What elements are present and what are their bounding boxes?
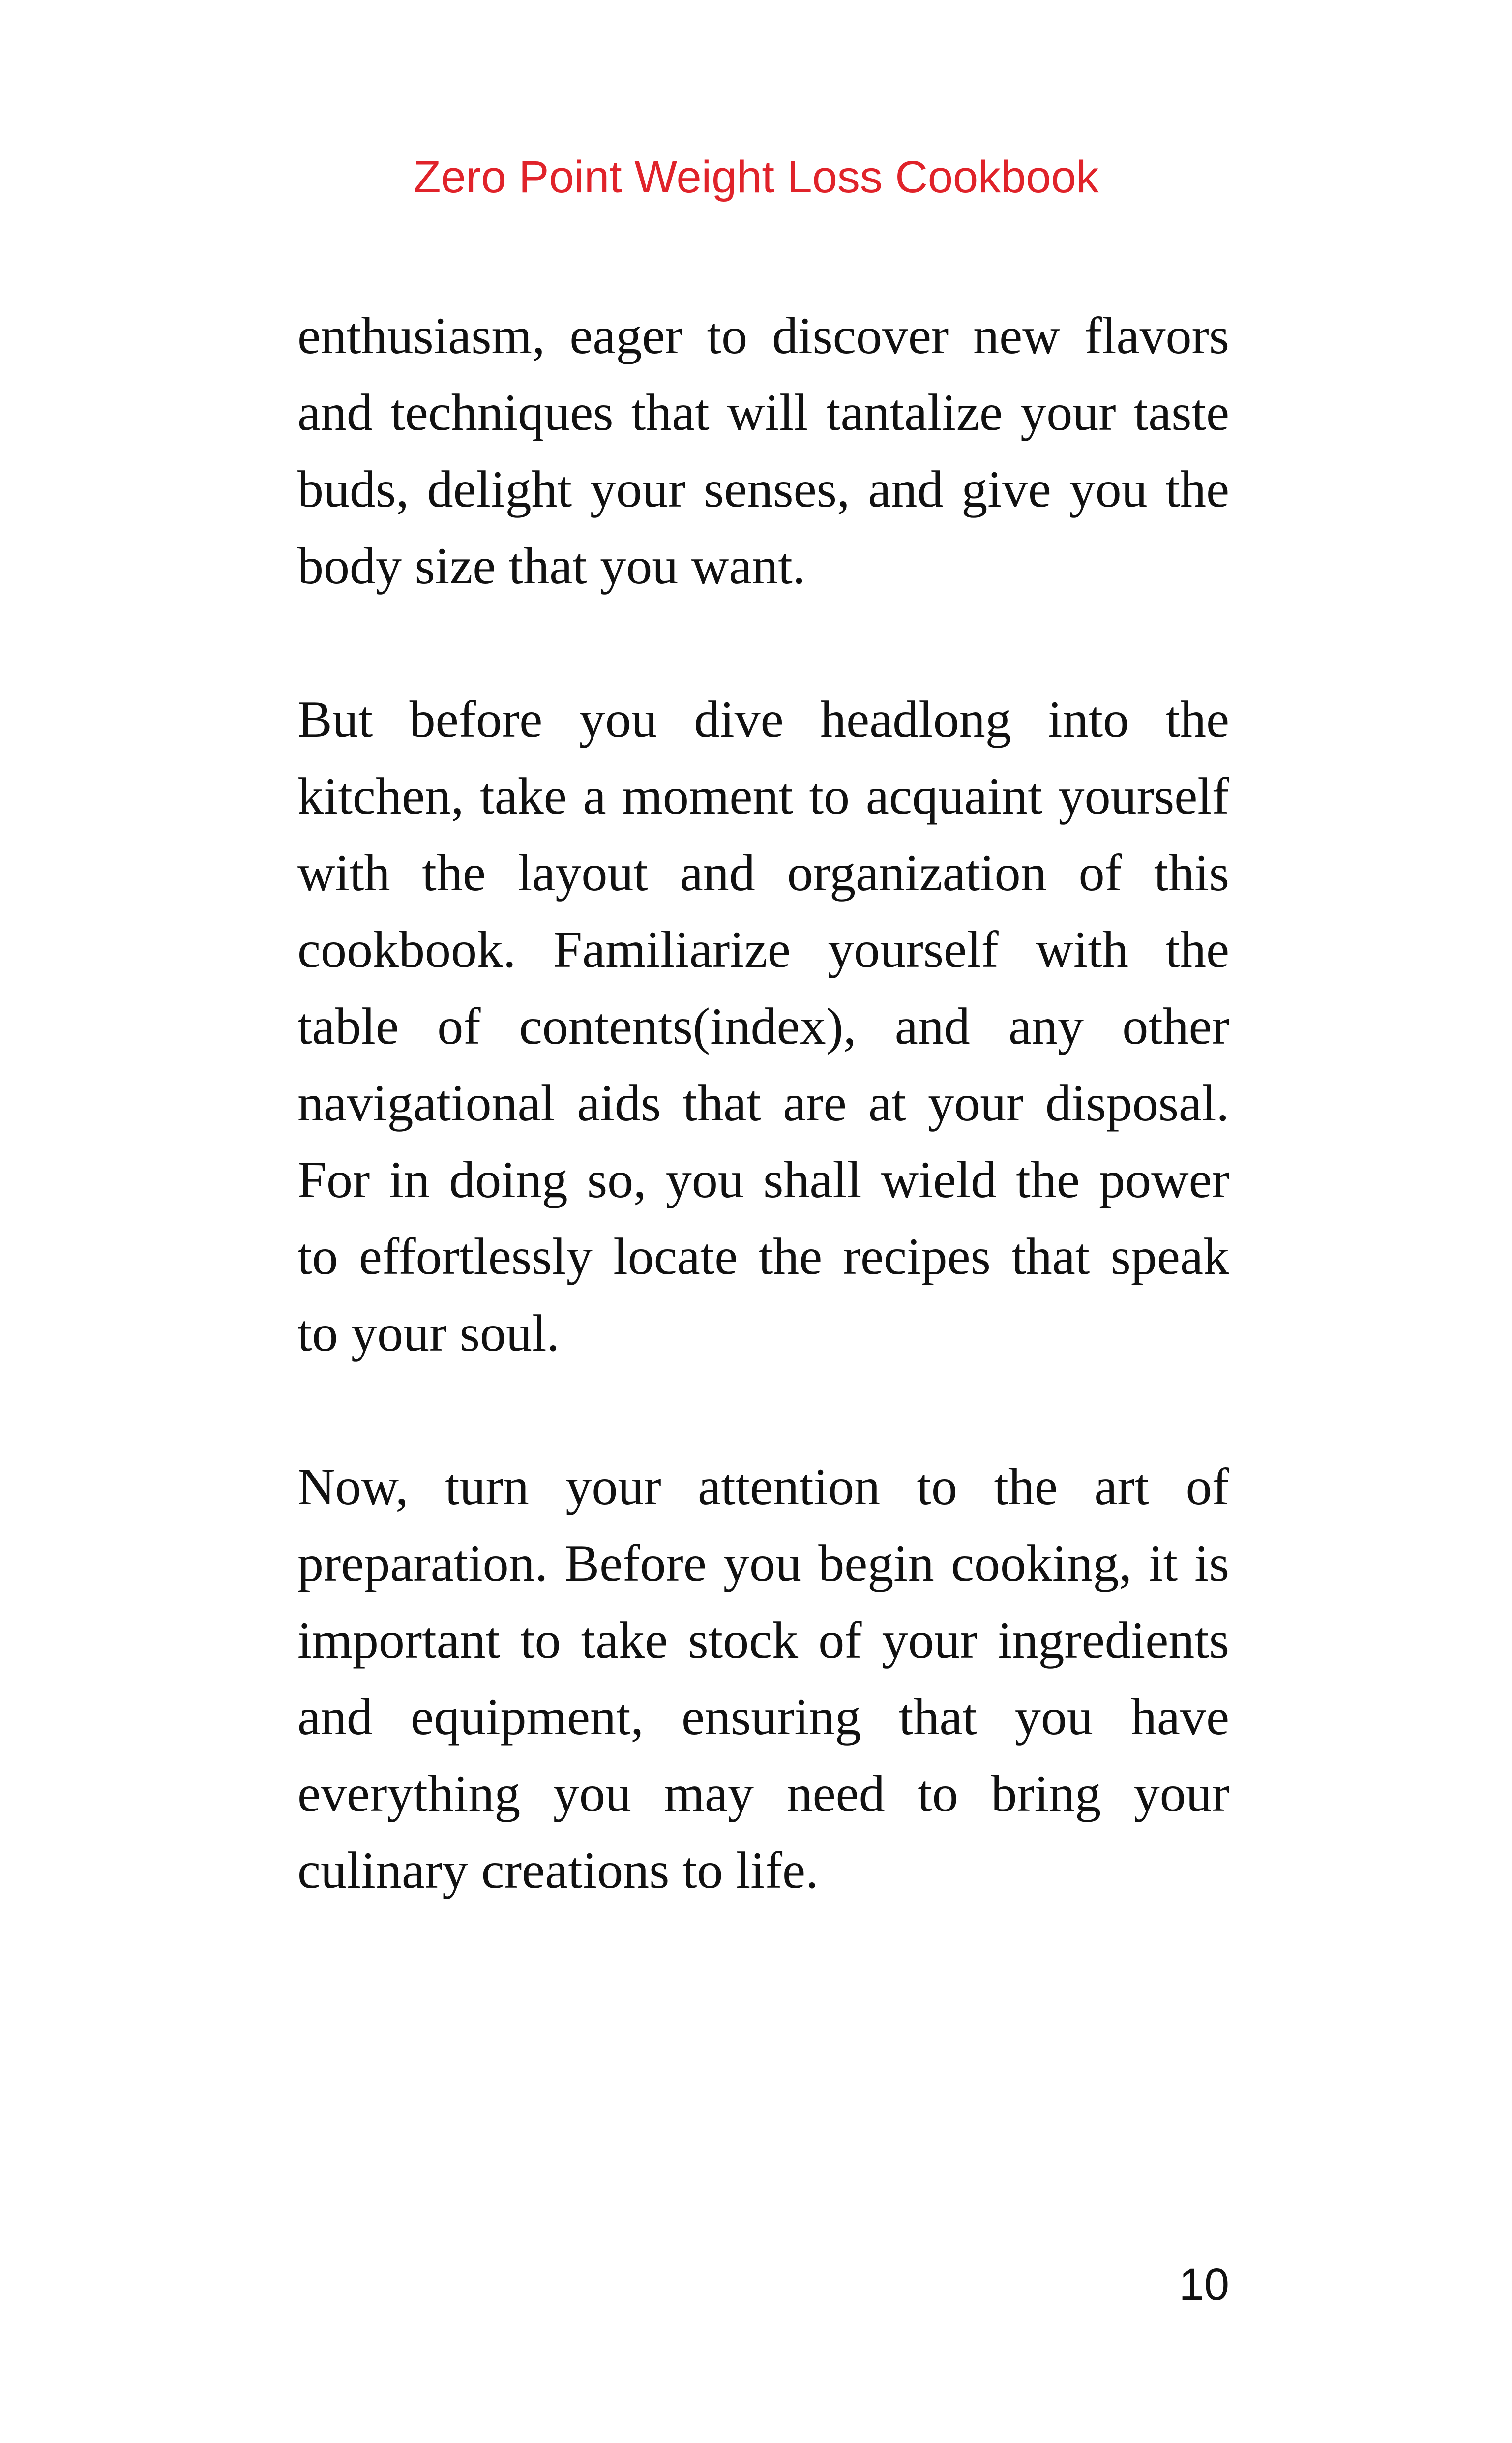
page-number: 10: [1179, 2260, 1229, 2310]
body-text: [297, 298, 1229, 1986]
paragraph-1: enthusiasm, eager to discover new flavors and techniques that will tantalize your taste buds, delight your senses, and give you the body size that you want.: [297, 307, 1229, 595]
paragraph-2: But before you dive headlong into the kitchen, take a moment to acquaint yourself with the layout and organization of this cookbook. Familiarize yourself with the table of contents(index), and any other navigational aids that are at your disposal. For in doing so, you shall wield the power to effortlessly locate the recipes that speak to your soul.: [297, 691, 1229, 1362]
paragraph-3: Now, turn your attention to the art of preparation. Before you begin cooking, it is important to take stock of your ingredients and equipment, ensuring that you have everything you may need to bring your culinary creations to life.: [297, 1458, 1229, 1899]
running-header-title: Zero Point Weight Loss Cookbook: [413, 152, 1099, 202]
